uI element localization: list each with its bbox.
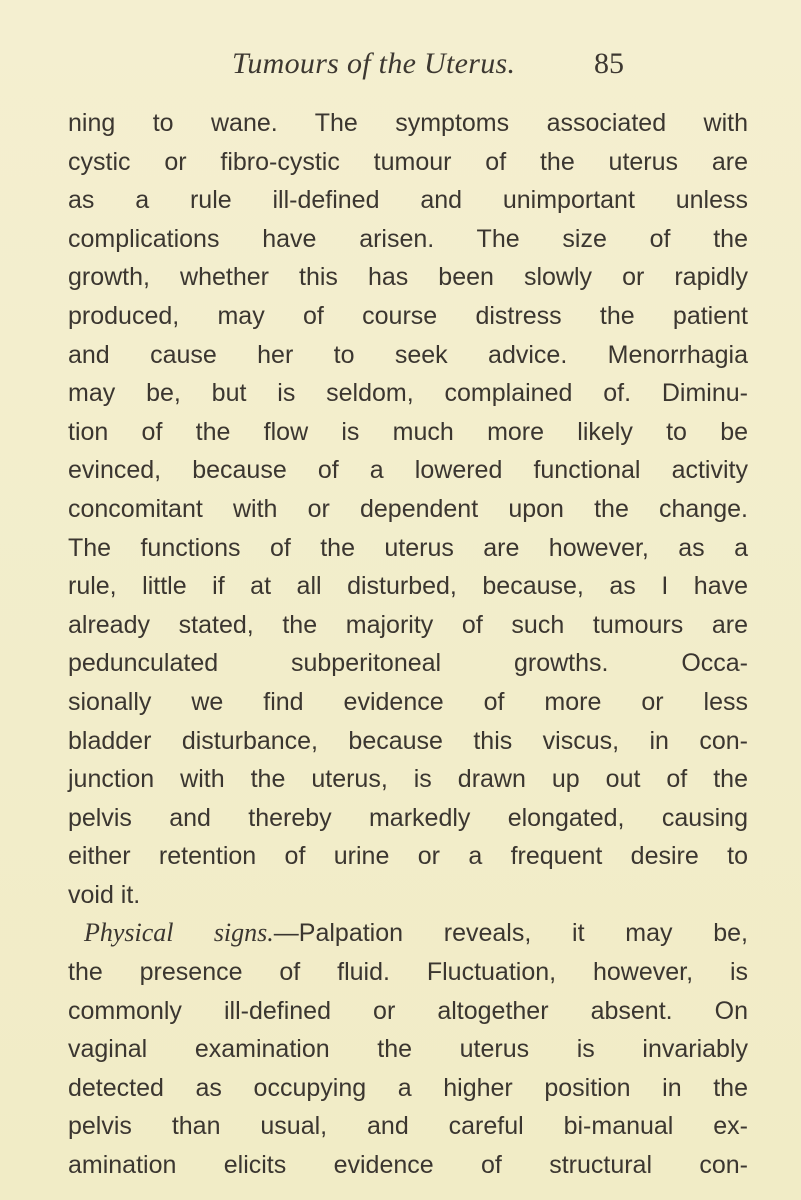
section-heading-physical-signs: Physical signs. xyxy=(84,918,274,948)
text-line: evinced, because of a lowered functional activity xyxy=(68,456,748,485)
text-line: The functions of the uterus are however, as a xyxy=(68,533,748,562)
text-line: already stated, the majority of such tumours are xyxy=(68,610,748,639)
text-line: bladder disturbance, because this viscus, in con- xyxy=(68,726,748,755)
text-line: may be, but is seldom, complained of. Diminu- xyxy=(68,379,748,408)
text-line: cystic or fibro-cystic tumour of the uterus are xyxy=(68,147,748,176)
text-line: complications have arisen. The size of the xyxy=(68,224,748,253)
text-line: detected as occupying a higher position in the xyxy=(68,1073,748,1102)
paragraph-symptoms xyxy=(68,104,748,914)
text-fragment: —Palpation reveals, it may be, xyxy=(273,919,748,948)
text-line: sionally we find evidence of more or less xyxy=(68,687,748,716)
text-line: and cause her to seek advice. Menorrhagia xyxy=(68,340,748,369)
text-line: pedunculated subperitoneal growths. Occa- xyxy=(68,649,748,678)
text-line: either retention of urine or a frequent desire to xyxy=(68,842,748,871)
text-line: as a rule ill-defined and unimportant unless xyxy=(68,186,748,215)
text-line: concomitant with or dependent upon the change. xyxy=(68,494,748,523)
text-line: pelvis than usual, and careful bi-manual ex- xyxy=(68,1112,748,1141)
text-line: junction with the uterus, is drawn up out of the xyxy=(68,765,748,794)
running-title: Tumours of the Uterus. xyxy=(232,47,516,80)
running-head xyxy=(0,40,801,90)
paragraph-physical-signs xyxy=(68,914,748,1184)
text-line: the presence of fluid. Fluctuation, however, is xyxy=(68,958,748,987)
text-line-with-heading xyxy=(68,914,748,953)
text-line: produced, may of course distress the patient xyxy=(68,301,748,330)
text-line: rule, little if at all disturbed, because, as I have xyxy=(68,572,748,601)
text-line: pelvis and thereby markedly elongated, causing xyxy=(68,803,748,832)
text-line: amination elicits evidence of structural con- xyxy=(68,1151,748,1180)
text-line: commonly ill-defined or altogether absent. On xyxy=(68,996,748,1025)
text-line: void it. xyxy=(68,880,141,909)
text-line: vaginal examination the uterus is invariably xyxy=(68,1035,748,1064)
body-text xyxy=(68,104,748,1185)
text-line: ning to wane. The symptoms associated with xyxy=(68,109,748,137)
page-number: 85 xyxy=(594,47,624,80)
text-line: tion of the flow is much more likely to be xyxy=(68,417,748,446)
text-line: growth, whether this has been slowly or rapidly xyxy=(68,263,748,292)
